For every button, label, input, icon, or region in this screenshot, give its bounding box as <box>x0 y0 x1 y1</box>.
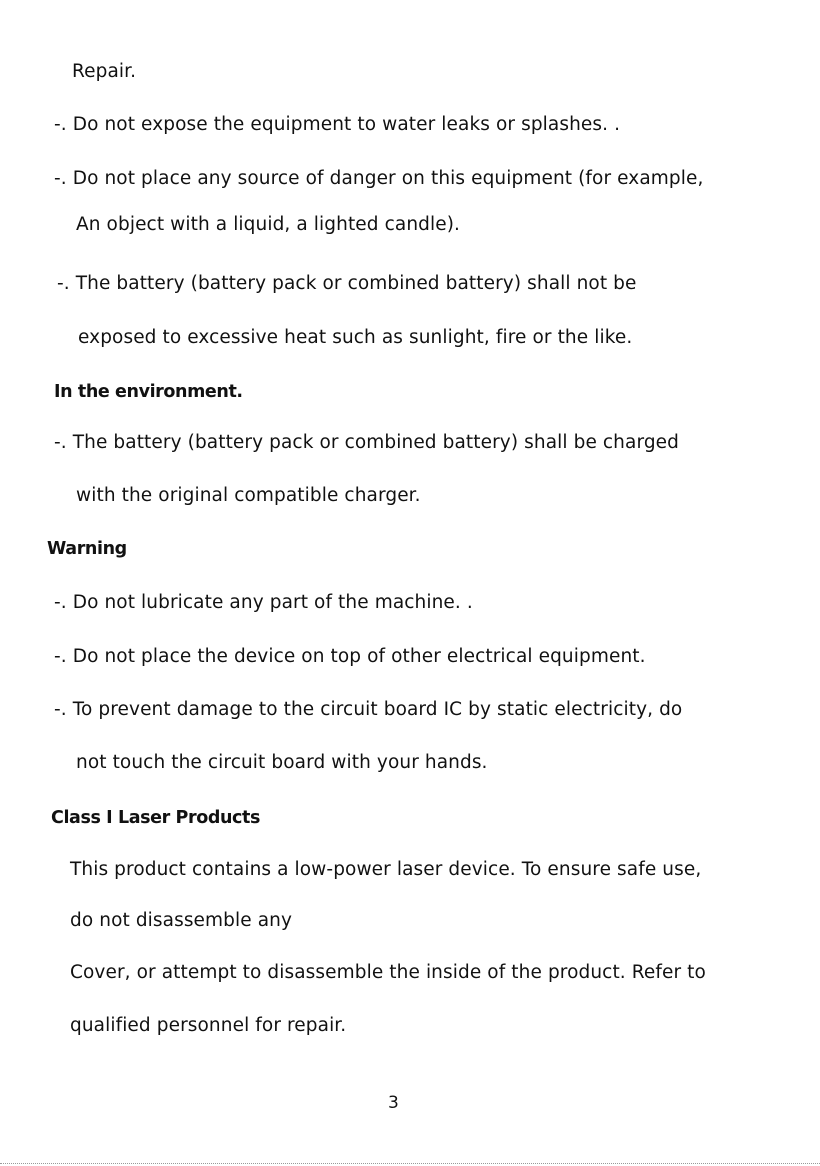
page-bottom-edge <box>0 1163 820 1164</box>
bullet-line: -. The battery (battery pack or combined battery) shall be charged <box>54 432 679 453</box>
text-line: do not disassemble any <box>70 910 293 931</box>
bullet-line: -. Do not lubricate any part of the machine. . <box>54 592 473 613</box>
text-line: Cover, or attempt to disassemble the inside of the product. Refer to <box>70 962 706 983</box>
text-line: Repair. <box>72 61 137 82</box>
section-heading: In the environment. <box>54 382 243 402</box>
text-line: An object with a liquid, a lighted candle). <box>76 214 461 235</box>
bullet-line: -. Do not place any source of danger on this equipment (for example, <box>54 168 704 189</box>
text-line: with the original compatible charger. <box>76 485 421 506</box>
section-heading: Class I Laser Products <box>51 808 260 828</box>
text-line: This product contains a low-power laser device. To ensure safe use, <box>70 859 702 880</box>
bullet-line: -. Do not expose the equipment to water leaks or splashes. . <box>54 114 621 135</box>
bullet-line: -. Do not place the device on top of other electrical equipment. <box>54 646 646 667</box>
section-heading: Warning <box>47 539 127 559</box>
text-line: exposed to excessive heat such as sunlight, fire or the like. <box>78 327 633 348</box>
bullet-line: -. To prevent damage to the circuit board IC by static electricity, do <box>54 699 683 720</box>
page-number: 3 <box>388 1093 399 1113</box>
text-line: qualified personnel for repair. <box>70 1015 347 1036</box>
text-line: not touch the circuit board with your hands. <box>76 752 488 773</box>
bullet-line: -. The battery (battery pack or combined battery) shall not be <box>57 273 637 294</box>
